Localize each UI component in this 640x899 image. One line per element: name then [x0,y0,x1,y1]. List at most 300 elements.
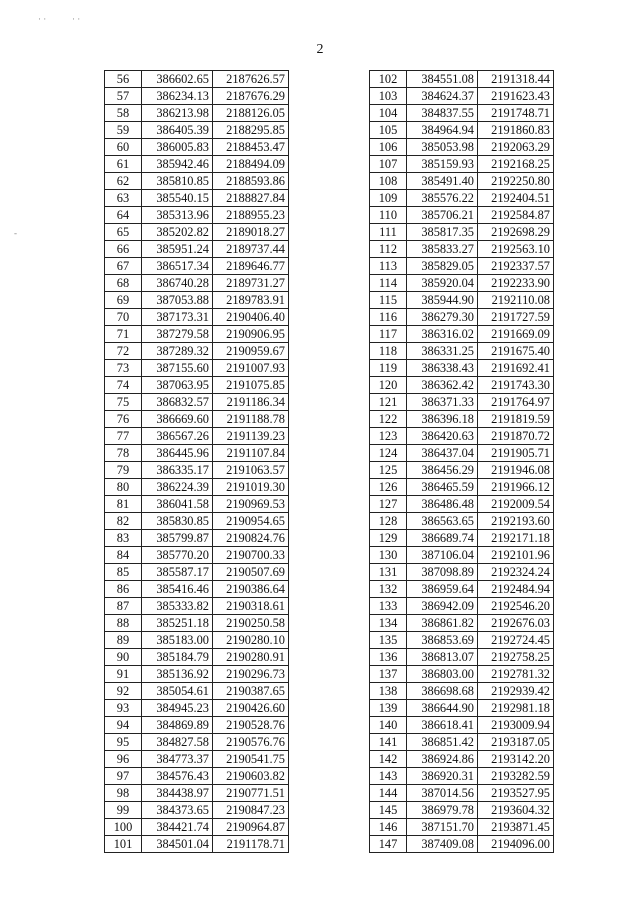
point-number-cell: 146 [370,819,407,836]
x-coordinate-cell: 386213.98 [142,105,213,122]
x-coordinate-cell: 386041.58 [142,496,213,513]
x-coordinate-cell: 384624.37 [407,88,478,105]
y-coordinate-cell: 2192171.18 [478,530,554,547]
x-coordinate-cell: 386456.29 [407,462,478,479]
x-coordinate-cell: 386669.60 [142,411,213,428]
x-coordinate-cell: 385944.90 [407,292,478,309]
table-row [370,479,554,496]
point-number-cell: 69 [105,292,142,309]
table-row [105,275,289,292]
point-number-cell: 60 [105,139,142,156]
x-coordinate-cell: 385491.40 [407,173,478,190]
y-coordinate-cell: 2191819.59 [478,411,554,428]
y-coordinate-cell: 2192758.25 [478,649,554,666]
y-coordinate-cell: 2192009.54 [478,496,554,513]
scan-speck: · · [72,14,81,24]
y-coordinate-cell: 2190528.76 [213,717,289,734]
table-row [370,462,554,479]
y-coordinate-cell: 2190576.76 [213,734,289,751]
x-coordinate-cell: 385251.18 [142,615,213,632]
table-row [370,819,554,836]
point-number-cell: 58 [105,105,142,122]
x-coordinate-cell: 385817.35 [407,224,478,241]
table-row [370,258,554,275]
y-coordinate-cell: 2189731.27 [213,275,289,292]
point-number-cell: 64 [105,207,142,224]
point-number-cell: 118 [370,343,407,360]
table-row [105,309,289,326]
y-coordinate-cell: 2191669.09 [478,326,554,343]
point-number-cell: 116 [370,309,407,326]
table-row [105,326,289,343]
table-row [105,700,289,717]
x-coordinate-cell: 384501.04 [142,836,213,853]
y-coordinate-cell: 2191946.08 [478,462,554,479]
x-coordinate-cell: 385810.85 [142,173,213,190]
point-number-cell: 125 [370,462,407,479]
table-body [105,71,289,853]
y-coordinate-cell: 2192404.51 [478,190,554,207]
x-coordinate-cell: 384551.08 [407,71,478,88]
x-coordinate-cell: 385830.85 [142,513,213,530]
x-coordinate-cell: 385576.22 [407,190,478,207]
scan-speck: - [14,228,17,238]
x-coordinate-cell: 386335.17 [142,462,213,479]
x-coordinate-cell: 385136.92 [142,666,213,683]
y-coordinate-cell: 2192724.45 [478,632,554,649]
x-coordinate-cell: 386331.25 [407,343,478,360]
x-coordinate-cell: 386832.57 [142,394,213,411]
table-row [370,275,554,292]
table-row [370,343,554,360]
y-coordinate-cell: 2192584.87 [478,207,554,224]
x-coordinate-cell: 386861.82 [407,615,478,632]
x-coordinate-cell: 387155.60 [142,360,213,377]
table-row [370,88,554,105]
point-number-cell: 66 [105,241,142,258]
x-coordinate-cell: 386813.07 [407,649,478,666]
y-coordinate-cell: 2192063.29 [478,139,554,156]
y-coordinate-cell: 2188955.23 [213,207,289,224]
x-coordinate-cell: 386563.65 [407,513,478,530]
y-coordinate-cell: 2191748.71 [478,105,554,122]
y-coordinate-cell: 2192939.42 [478,683,554,700]
y-coordinate-cell: 2190386.64 [213,581,289,598]
x-coordinate-cell: 386851.42 [407,734,478,751]
y-coordinate-cell: 2190250.58 [213,615,289,632]
point-number-cell: 122 [370,411,407,428]
table-row [370,326,554,343]
point-number-cell: 123 [370,428,407,445]
point-number-cell: 72 [105,343,142,360]
point-number-cell: 117 [370,326,407,343]
y-coordinate-cell: 2190959.67 [213,343,289,360]
x-coordinate-cell: 386405.39 [142,122,213,139]
y-coordinate-cell: 2188494.09 [213,156,289,173]
table-row [105,462,289,479]
x-coordinate-cell: 386279.30 [407,309,478,326]
table-row [105,615,289,632]
point-number-cell: 56 [105,71,142,88]
y-coordinate-cell: 2191186.34 [213,394,289,411]
point-number-cell: 79 [105,462,142,479]
table-row [370,581,554,598]
point-number-cell: 87 [105,598,142,615]
table-row [370,513,554,530]
point-number-cell: 98 [105,785,142,802]
table-row [370,71,554,88]
x-coordinate-cell: 386644.90 [407,700,478,717]
table-row [370,836,554,853]
table-row [370,564,554,581]
y-coordinate-cell: 2189783.91 [213,292,289,309]
table-row [105,360,289,377]
x-coordinate-cell: 384945.23 [142,700,213,717]
y-coordinate-cell: 2191318.44 [478,71,554,88]
point-number-cell: 132 [370,581,407,598]
x-coordinate-cell: 384373.65 [142,802,213,819]
table-row [370,785,554,802]
table-row [370,530,554,547]
table-row [370,751,554,768]
y-coordinate-cell: 2193282.59 [478,768,554,785]
point-number-cell: 143 [370,768,407,785]
table-row [105,428,289,445]
table-row [105,547,289,564]
y-coordinate-cell: 2190700.33 [213,547,289,564]
x-coordinate-cell: 384964.94 [407,122,478,139]
point-number-cell: 71 [105,326,142,343]
y-coordinate-cell: 2189646.77 [213,258,289,275]
y-coordinate-cell: 2192101.96 [478,547,554,564]
point-number-cell: 77 [105,428,142,445]
table-row [370,496,554,513]
table-row [105,394,289,411]
table-row [370,734,554,751]
x-coordinate-cell: 385183.00 [142,632,213,649]
y-coordinate-cell: 2189737.44 [213,241,289,258]
x-coordinate-cell: 386371.33 [407,394,478,411]
x-coordinate-cell: 386338.43 [407,360,478,377]
point-number-cell: 80 [105,479,142,496]
point-number-cell: 86 [105,581,142,598]
point-number-cell: 109 [370,190,407,207]
x-coordinate-cell: 387151.70 [407,819,478,836]
y-coordinate-cell: 2193142.20 [478,751,554,768]
x-coordinate-cell: 387106.04 [407,547,478,564]
x-coordinate-cell: 385587.17 [142,564,213,581]
table-row [105,717,289,734]
table-row [105,479,289,496]
x-coordinate-cell: 385920.04 [407,275,478,292]
point-number-cell: 102 [370,71,407,88]
y-coordinate-cell: 2193871.45 [478,819,554,836]
y-coordinate-cell: 2191178.71 [213,836,289,853]
x-coordinate-cell: 386602.65 [142,71,213,88]
point-number-cell: 61 [105,156,142,173]
x-coordinate-cell: 386740.28 [142,275,213,292]
table-row [105,241,289,258]
point-number-cell: 74 [105,377,142,394]
table-row [105,598,289,615]
table-row [370,309,554,326]
point-number-cell: 124 [370,445,407,462]
x-coordinate-cell: 384837.55 [407,105,478,122]
coordinates-table-left [104,70,289,853]
point-number-cell: 147 [370,836,407,853]
table-row [105,173,289,190]
y-coordinate-cell: 2190906.95 [213,326,289,343]
table-row [105,819,289,836]
y-coordinate-cell: 2192233.90 [478,275,554,292]
x-coordinate-cell: 386618.41 [407,717,478,734]
table-row [105,139,289,156]
x-coordinate-cell: 385706.21 [407,207,478,224]
table-row [105,190,289,207]
table-row [105,292,289,309]
point-number-cell: 63 [105,190,142,207]
x-coordinate-cell: 385333.82 [142,598,213,615]
point-number-cell: 95 [105,734,142,751]
x-coordinate-cell: 386567.26 [142,428,213,445]
point-number-cell: 127 [370,496,407,513]
y-coordinate-cell: 2188453.47 [213,139,289,156]
point-number-cell: 135 [370,632,407,649]
y-coordinate-cell: 2192698.29 [478,224,554,241]
point-number-cell: 68 [105,275,142,292]
point-number-cell: 130 [370,547,407,564]
x-coordinate-cell: 385942.46 [142,156,213,173]
point-number-cell: 137 [370,666,407,683]
y-coordinate-cell: 2192484.94 [478,581,554,598]
table-row [370,360,554,377]
table-row [105,224,289,241]
table-row [105,411,289,428]
y-coordinate-cell: 2192250.80 [478,173,554,190]
x-coordinate-cell: 386396.18 [407,411,478,428]
x-coordinate-cell: 386924.86 [407,751,478,768]
y-coordinate-cell: 2193187.05 [478,734,554,751]
point-number-cell: 128 [370,513,407,530]
x-coordinate-cell: 386698.68 [407,683,478,700]
table-row [105,734,289,751]
point-number-cell: 114 [370,275,407,292]
y-coordinate-cell: 2190824.76 [213,530,289,547]
table-row [105,564,289,581]
table-row [370,666,554,683]
point-number-cell: 81 [105,496,142,513]
x-coordinate-cell: 387098.89 [407,564,478,581]
y-coordinate-cell: 2192193.60 [478,513,554,530]
y-coordinate-cell: 2188593.86 [213,173,289,190]
point-number-cell: 67 [105,258,142,275]
table-row [370,377,554,394]
x-coordinate-cell: 385184.79 [142,649,213,666]
table-row [370,292,554,309]
x-coordinate-cell: 385799.87 [142,530,213,547]
y-coordinate-cell: 2190954.65 [213,513,289,530]
point-number-cell: 91 [105,666,142,683]
table-row [370,122,554,139]
point-number-cell: 113 [370,258,407,275]
point-number-cell: 75 [105,394,142,411]
page-number: 2 [316,42,324,57]
table-row [370,598,554,615]
y-coordinate-cell: 2187626.57 [213,71,289,88]
table-row [370,768,554,785]
x-coordinate-cell: 386224.39 [142,479,213,496]
y-coordinate-cell: 2190280.91 [213,649,289,666]
point-number-cell: 120 [370,377,407,394]
table-row [370,615,554,632]
y-coordinate-cell: 2192781.32 [478,666,554,683]
point-number-cell: 93 [105,700,142,717]
table-row [370,683,554,700]
x-coordinate-cell: 384827.58 [142,734,213,751]
y-coordinate-cell: 2189018.27 [213,224,289,241]
y-coordinate-cell: 2190387.65 [213,683,289,700]
table-row [370,649,554,666]
table-row [105,207,289,224]
y-coordinate-cell: 2191675.40 [478,343,554,360]
y-coordinate-cell: 2191007.93 [213,360,289,377]
point-number-cell: 136 [370,649,407,666]
x-coordinate-cell: 387014.56 [407,785,478,802]
y-coordinate-cell: 2192981.18 [478,700,554,717]
table-row [370,547,554,564]
y-coordinate-cell: 2192676.03 [478,615,554,632]
x-coordinate-cell: 384869.89 [142,717,213,734]
x-coordinate-cell: 386853.69 [407,632,478,649]
point-number-cell: 85 [105,564,142,581]
y-coordinate-cell: 2192337.57 [478,258,554,275]
y-coordinate-cell: 2193527.95 [478,785,554,802]
x-coordinate-cell: 384773.37 [142,751,213,768]
y-coordinate-cell: 2191743.30 [478,377,554,394]
y-coordinate-cell: 2191870.72 [478,428,554,445]
table-row [370,105,554,122]
y-coordinate-cell: 2194096.00 [478,836,554,853]
point-number-cell: 107 [370,156,407,173]
x-coordinate-cell: 384421.74 [142,819,213,836]
table-row [105,649,289,666]
point-number-cell: 57 [105,88,142,105]
point-number-cell: 110 [370,207,407,224]
x-coordinate-cell: 385313.96 [142,207,213,224]
table-row [370,190,554,207]
table-row [105,258,289,275]
x-coordinate-cell: 387289.32 [142,343,213,360]
table-row [105,751,289,768]
y-coordinate-cell: 2190771.51 [213,785,289,802]
table-row [105,513,289,530]
x-coordinate-cell: 386486.48 [407,496,478,513]
y-coordinate-cell: 2188126.05 [213,105,289,122]
y-coordinate-cell: 2191107.84 [213,445,289,462]
point-number-cell: 84 [105,547,142,564]
table-row [370,802,554,819]
y-coordinate-cell: 2192563.10 [478,241,554,258]
point-number-cell: 88 [105,615,142,632]
y-coordinate-cell: 2192324.24 [478,564,554,581]
y-coordinate-cell: 2190964.87 [213,819,289,836]
y-coordinate-cell: 2190541.75 [213,751,289,768]
point-number-cell: 100 [105,819,142,836]
point-number-cell: 112 [370,241,407,258]
scan-speck: · · [38,14,47,24]
table-row [105,785,289,802]
point-number-cell: 96 [105,751,142,768]
x-coordinate-cell: 387173.31 [142,309,213,326]
x-coordinate-cell: 387279.58 [142,326,213,343]
x-coordinate-cell: 385159.93 [407,156,478,173]
table-row [370,224,554,241]
point-number-cell: 111 [370,224,407,241]
x-coordinate-cell: 386942.09 [407,598,478,615]
y-coordinate-cell: 2190406.40 [213,309,289,326]
x-coordinate-cell: 386005.83 [142,139,213,156]
table-row [105,581,289,598]
point-number-cell: 131 [370,564,407,581]
table-row [105,530,289,547]
point-number-cell: 73 [105,360,142,377]
point-number-cell: 59 [105,122,142,139]
y-coordinate-cell: 2191905.71 [478,445,554,462]
point-number-cell: 140 [370,717,407,734]
table-row [370,139,554,156]
table-row [105,445,289,462]
point-number-cell: 144 [370,785,407,802]
y-coordinate-cell: 2191966.12 [478,479,554,496]
point-number-cell: 101 [105,836,142,853]
point-number-cell: 139 [370,700,407,717]
x-coordinate-cell: 385416.46 [142,581,213,598]
x-coordinate-cell: 386689.74 [407,530,478,547]
table-row [370,156,554,173]
y-coordinate-cell: 2188827.84 [213,190,289,207]
table-row [370,173,554,190]
y-coordinate-cell: 2193604.32 [478,802,554,819]
table-row [105,768,289,785]
point-number-cell: 103 [370,88,407,105]
table-row [105,105,289,122]
point-number-cell: 89 [105,632,142,649]
point-number-cell: 105 [370,122,407,139]
y-coordinate-cell: 2190426.60 [213,700,289,717]
x-coordinate-cell: 386465.59 [407,479,478,496]
table-row [105,632,289,649]
y-coordinate-cell: 2190280.10 [213,632,289,649]
x-coordinate-cell: 386920.31 [407,768,478,785]
point-number-cell: 129 [370,530,407,547]
x-coordinate-cell: 386979.78 [407,802,478,819]
x-coordinate-cell: 386362.42 [407,377,478,394]
x-coordinate-cell: 384576.43 [142,768,213,785]
point-number-cell: 134 [370,615,407,632]
y-coordinate-cell: 2191075.85 [213,377,289,394]
point-number-cell: 99 [105,802,142,819]
table-row [370,241,554,258]
x-coordinate-cell: 386234.13 [142,88,213,105]
table-row [105,71,289,88]
point-number-cell: 133 [370,598,407,615]
x-coordinate-cell: 386420.63 [407,428,478,445]
y-coordinate-cell: 2191764.97 [478,394,554,411]
y-coordinate-cell: 2191727.59 [478,309,554,326]
x-coordinate-cell: 386959.64 [407,581,478,598]
y-coordinate-cell: 2193009.94 [478,717,554,734]
y-coordinate-cell: 2191139.23 [213,428,289,445]
